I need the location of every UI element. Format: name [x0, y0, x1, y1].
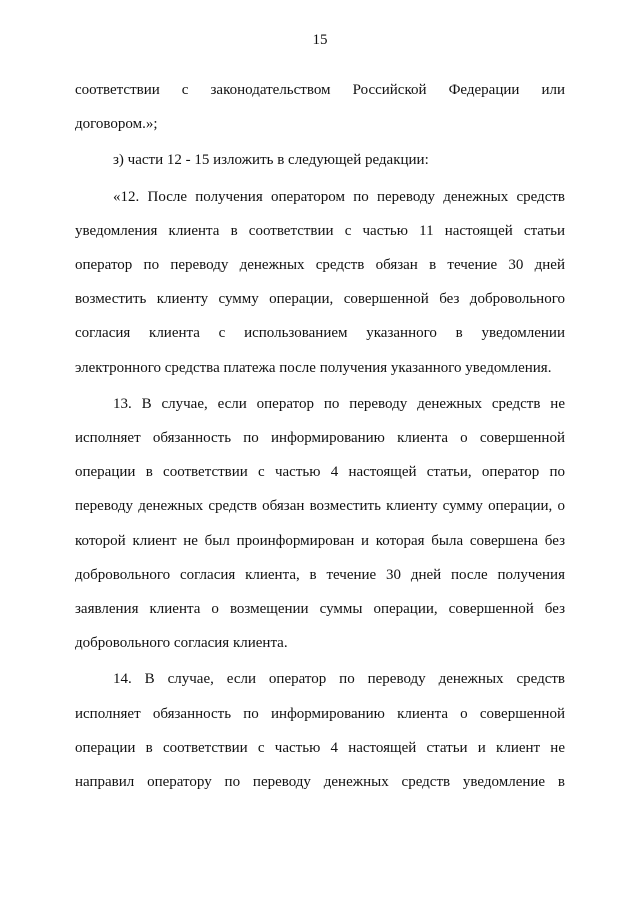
text-line: «12. После получения оператором по переводу денежных средств	[113, 188, 565, 205]
paragraph-p-z	[75, 143, 565, 177]
text-line: которой клиент не был проинформирован и которая была совершена без	[75, 532, 565, 549]
text-line: возместить клиенту сумму операции, совершенной без добровольного	[75, 291, 565, 308]
text-line: переводу денежных средств обязан возместить клиенту сумму операции, о	[75, 498, 565, 515]
text-line: согласия клиента с использованием указанного в уведомлении	[75, 325, 565, 342]
text-line: операции в соответствии с частью 4 настоящей статьи, оператор по	[75, 464, 565, 481]
text-line: уведомления клиента в соответствии с частью 11 настоящей статьи	[75, 222, 565, 239]
paragraph-p-cont	[75, 73, 565, 141]
text-line: з) части 12 - 15 изложить в следующей редакции:	[113, 152, 429, 169]
document-body	[75, 73, 565, 799]
text-line: исполняет обязанность по информированию клиента о совершенной	[75, 430, 565, 447]
text-line: добровольного согласия клиента.	[75, 635, 288, 652]
page-number: 15	[312, 32, 328, 48]
paragraph-p-14	[75, 662, 565, 799]
text-line: договором.»;	[75, 116, 158, 133]
text-line: 13. В случае, если оператор по переводу денежных средств не	[113, 395, 565, 412]
text-line: исполняет обязанность по информированию клиента о совершенной	[75, 705, 565, 722]
text-line: 14. В случае, если оператор по переводу денежных средств	[113, 671, 565, 688]
text-line: операции в соответствии с частью 4 настоящей статьи и клиент не	[75, 739, 565, 756]
text-line: соответствии с законодательством Российской Федерации или	[75, 82, 565, 98]
text-line: добровольного согласия клиента, в течение 30 дней после получения	[75, 566, 565, 583]
text-line: электронного средства платежа после получения указанного уведомления.	[75, 359, 552, 376]
text-line: направил оператору по переводу денежных средств уведомление в	[75, 774, 565, 791]
text-line: заявления клиента о возмещении суммы операции, совершенной без	[75, 601, 565, 618]
text-line: оператор по переводу денежных средств обязан в течение 30 дней	[75, 257, 565, 274]
paragraph-p-13	[75, 387, 565, 661]
paragraph-p-12	[75, 180, 565, 385]
